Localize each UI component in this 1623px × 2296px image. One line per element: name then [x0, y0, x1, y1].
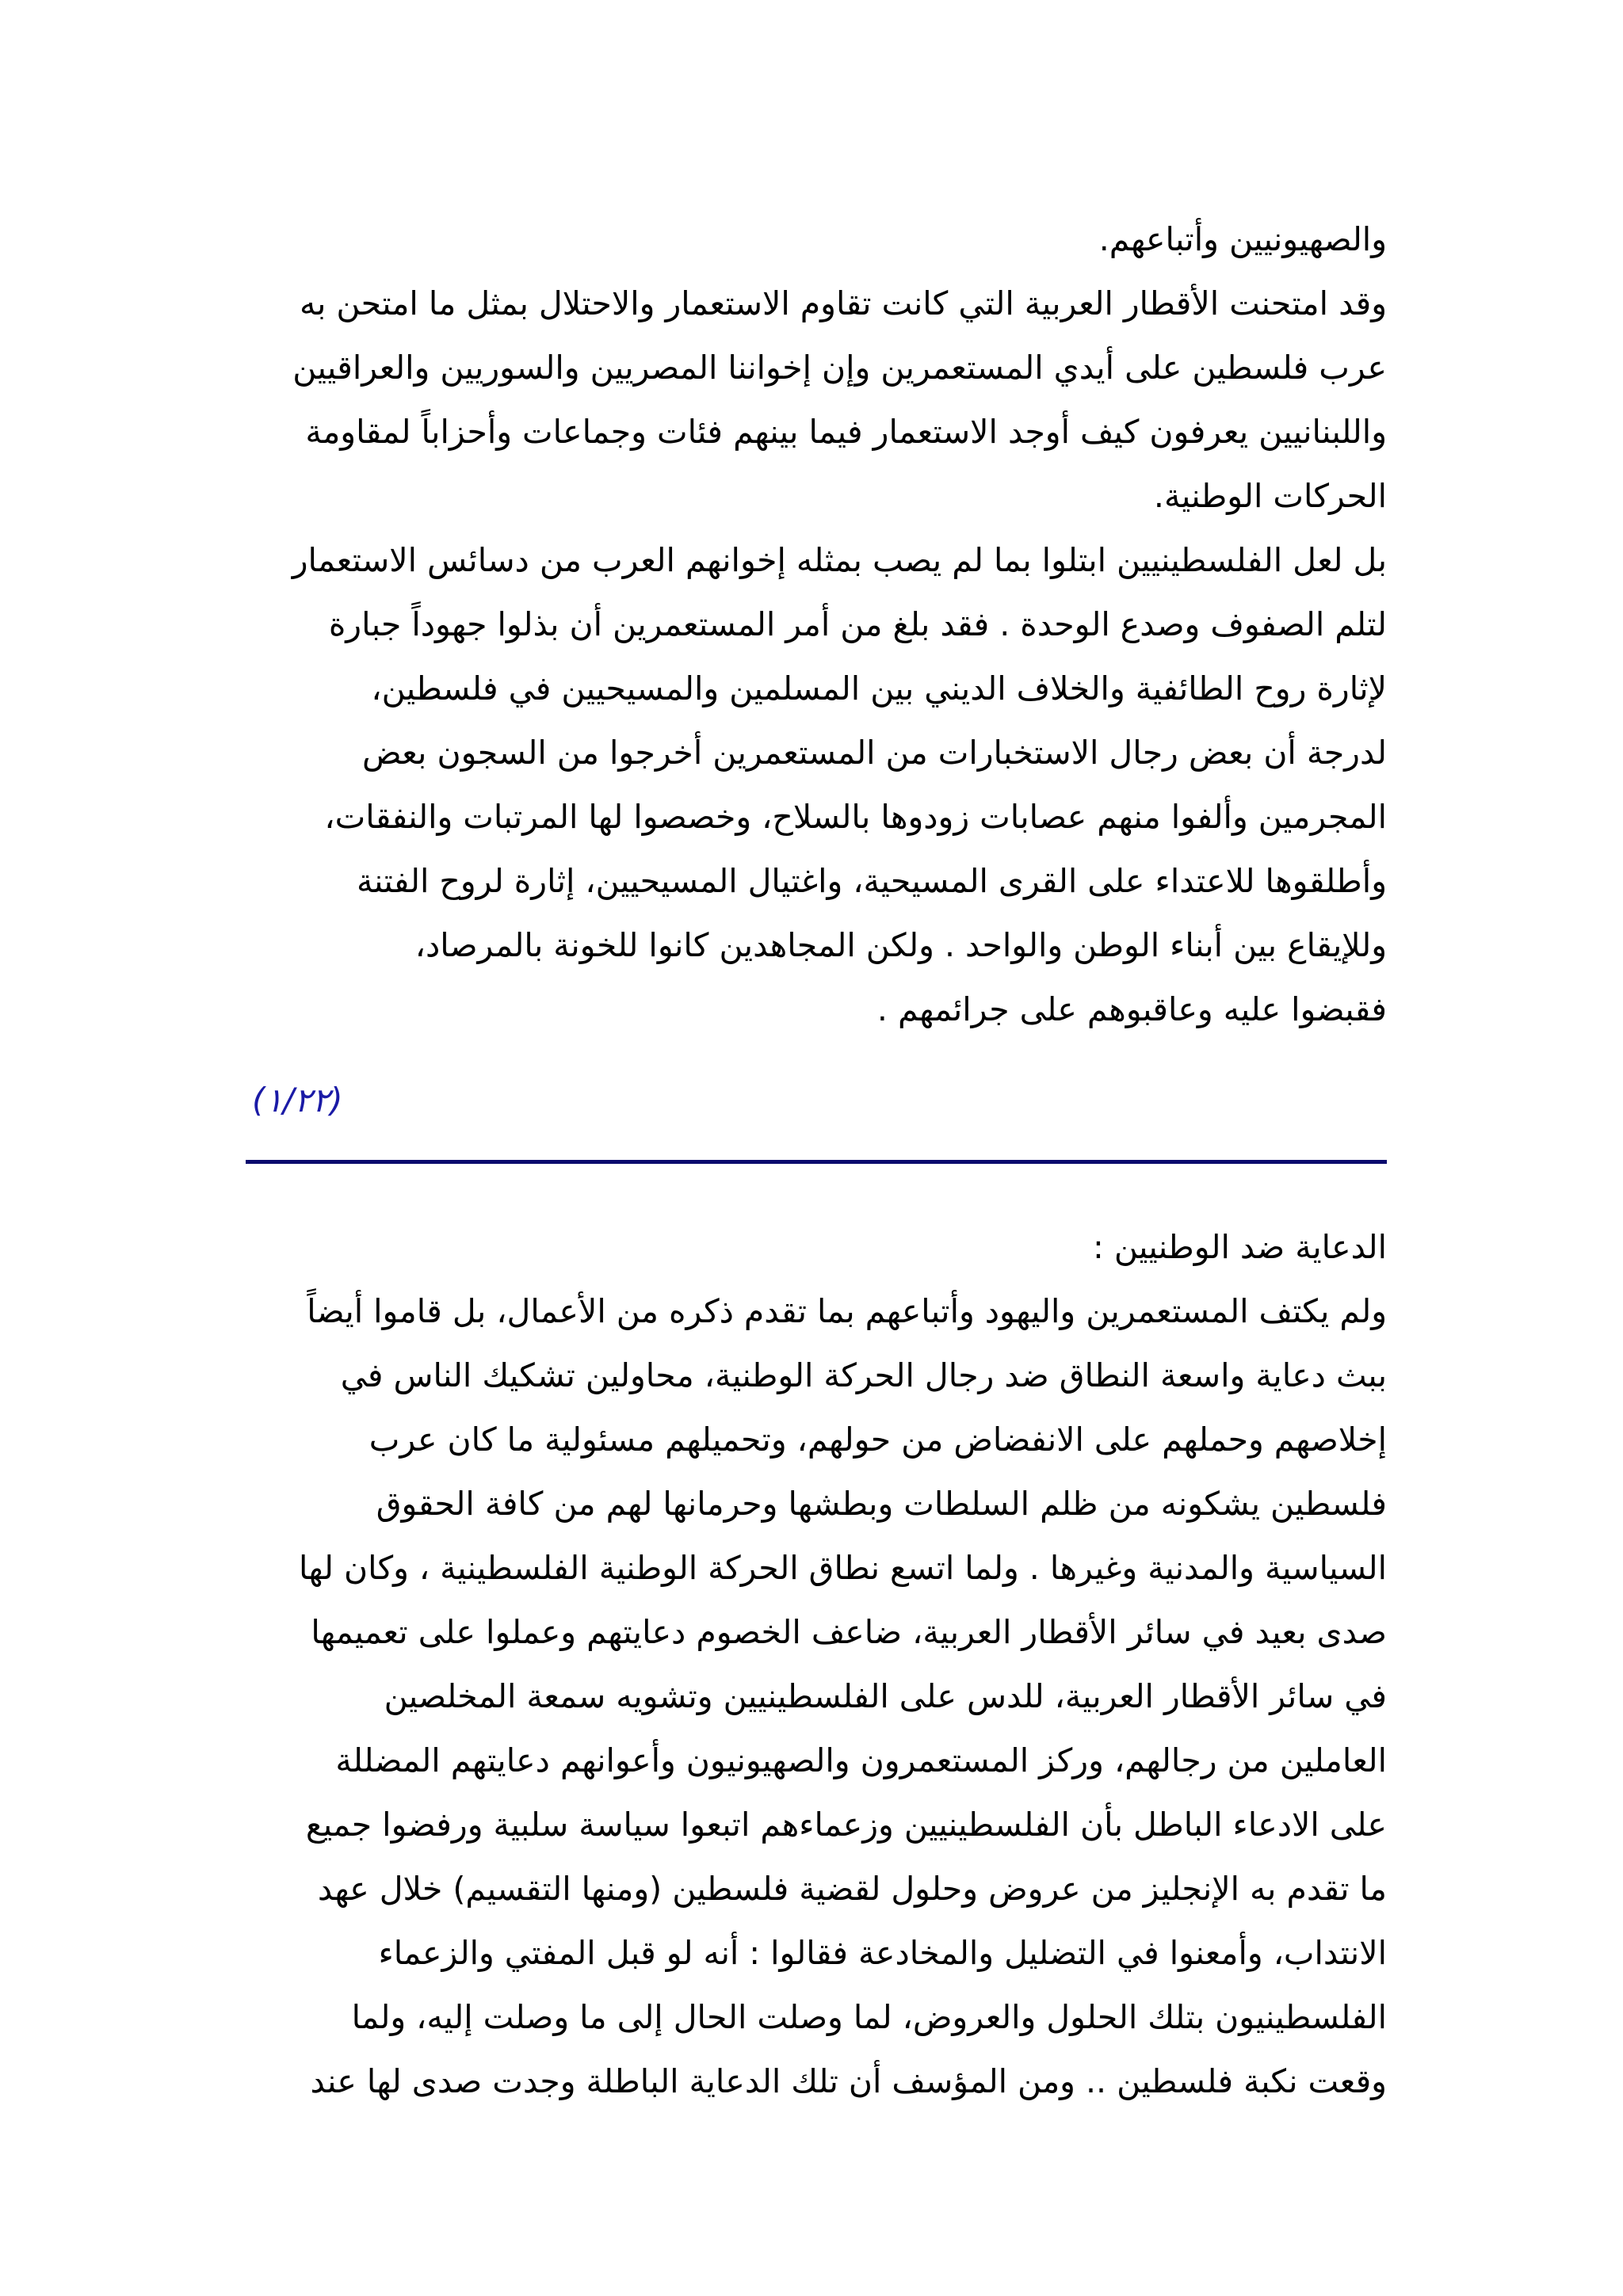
text-line: على الادعاء الباطل بأن الفلسطينيين وزعماءهم اتبعوا سياسة سلبية ورفضوا جميع: [305, 1806, 1387, 1844]
text-line: الحركات الوطنية.: [1153, 477, 1387, 515]
text-line: صدى بعيد في سائر الأقطار العربية، ضاعف الخصوم دعايتهم وعملوا على تعميمها: [311, 1613, 1387, 1651]
text-line: وقد امتحنت الأقطار العربية التي كانت تقاوم الاستعمار والاحتلال بمثل ما امتحن به: [299, 284, 1387, 322]
text-line: لتلم الصفوف وصدع الوحدة . فقد بلغ من أمر المستعمرين أن بذلوا جهوداً جبارة: [328, 605, 1387, 643]
text-line: بل لعل الفلسطينيين ابتلوا بما لم يصب بمثله إخوانهم العرب من دسائس الاستعمار: [292, 541, 1387, 579]
text-line: فلسطين يشكونه من ظلم السلطات وبطشها وحرمانها لهم من كافة الحقوق: [376, 1485, 1387, 1523]
text-section-bottom: [246, 1215, 1387, 2114]
text-line: السياسية والمدنية وغيرها . ولما اتسع نطاق الحركة الوطنية الفلسطينية ، وكان لها: [299, 1549, 1387, 1587]
text-line: والصهيونيين وأتباعهم.: [1098, 220, 1387, 258]
text-line: ما تقدم به الإنجليز من عروض وحلول لقضية فلسطين (ومنها التقسيم) خلال عهد: [317, 1870, 1387, 1908]
text-line: وقعت نكبة فلسطين .. ومن المؤسف أن تلك الدعاية الباطلة وجدت صدى لها عند: [310, 2062, 1387, 2100]
text-line: العاملين من رجالهم، وركز المستعمرون والصهيونيون وأعوانهم دعايتهم المضللة: [335, 1741, 1387, 1779]
page-reference: (١/٢٢): [252, 1081, 343, 1119]
text-line: الانتداب، وأمعنوا في التضليل والمخادعة فقالوا : أنه لو قبل المفتي والزعماء: [378, 1934, 1387, 1972]
text-line: الفلسطينيون بتلك الحلول والعروض، لما وصلت الحال إلى ما وصلت إليه، ولما: [351, 1998, 1387, 2036]
section-heading: الدعاية ضد الوطنيين :: [1092, 1228, 1387, 1266]
text-line: إخلاصهم وحملهم على الانفضاض من حولهم، وتحميلهم مسئولية ما كان عرب: [369, 1421, 1387, 1459]
text-line: لإثارة روح الطائفية والخلاف الديني بين المسلمين والمسيحيين في فلسطين،: [371, 669, 1387, 707]
text-line: عرب فلسطين على أيدي المستعمرين وإن إخواننا المصريين والسوريين والعراقيين: [292, 349, 1387, 387]
text-line: في سائر الأقطار العربية، للدس على الفلسطينيين وتشويه سمعة المخلصين: [384, 1677, 1387, 1715]
text-line: وأطلقوها للاعتداء على القرى المسيحية، واغتيال المسيحيين، إثارة لروح الفتنة: [357, 862, 1387, 900]
text-line: وللإيقاع بين أبناء الوطن والواحد . ولكن المجاهدين كانوا للخونة بالمرصاد،: [414, 926, 1387, 964]
text-section-top: [246, 208, 1387, 1042]
section-divider: [246, 1160, 1387, 1164]
text-line: لدرجة أن بعض رجال الاستخبارات من المستعمرين أخرجوا من السجون بعض: [362, 734, 1387, 772]
text-line: واللبنانيين يعرفون كيف أوجد الاستعمار فيما بينهم فئات وجماعات وأحزاباً لمقاومة: [305, 413, 1387, 451]
text-line: ببث دعاية واسعة النطاق ضد رجال الحركة الوطنية، محاولين تشكيك الناس في: [340, 1356, 1387, 1394]
text-line: فقبضوا عليه وعاقبوهم على جرائمهم .: [876, 990, 1387, 1028]
text-line: ولم يكتف المستعمرين واليهود وأتباعهم بما تقدم ذكره من الأعمال، بل قاموا أيضاً: [307, 1292, 1387, 1330]
text-line: المجرمين وألفوا منهم عصابات زودوها بالسلاح، وخصصوا لها المرتبات والنفقات،: [324, 798, 1387, 836]
